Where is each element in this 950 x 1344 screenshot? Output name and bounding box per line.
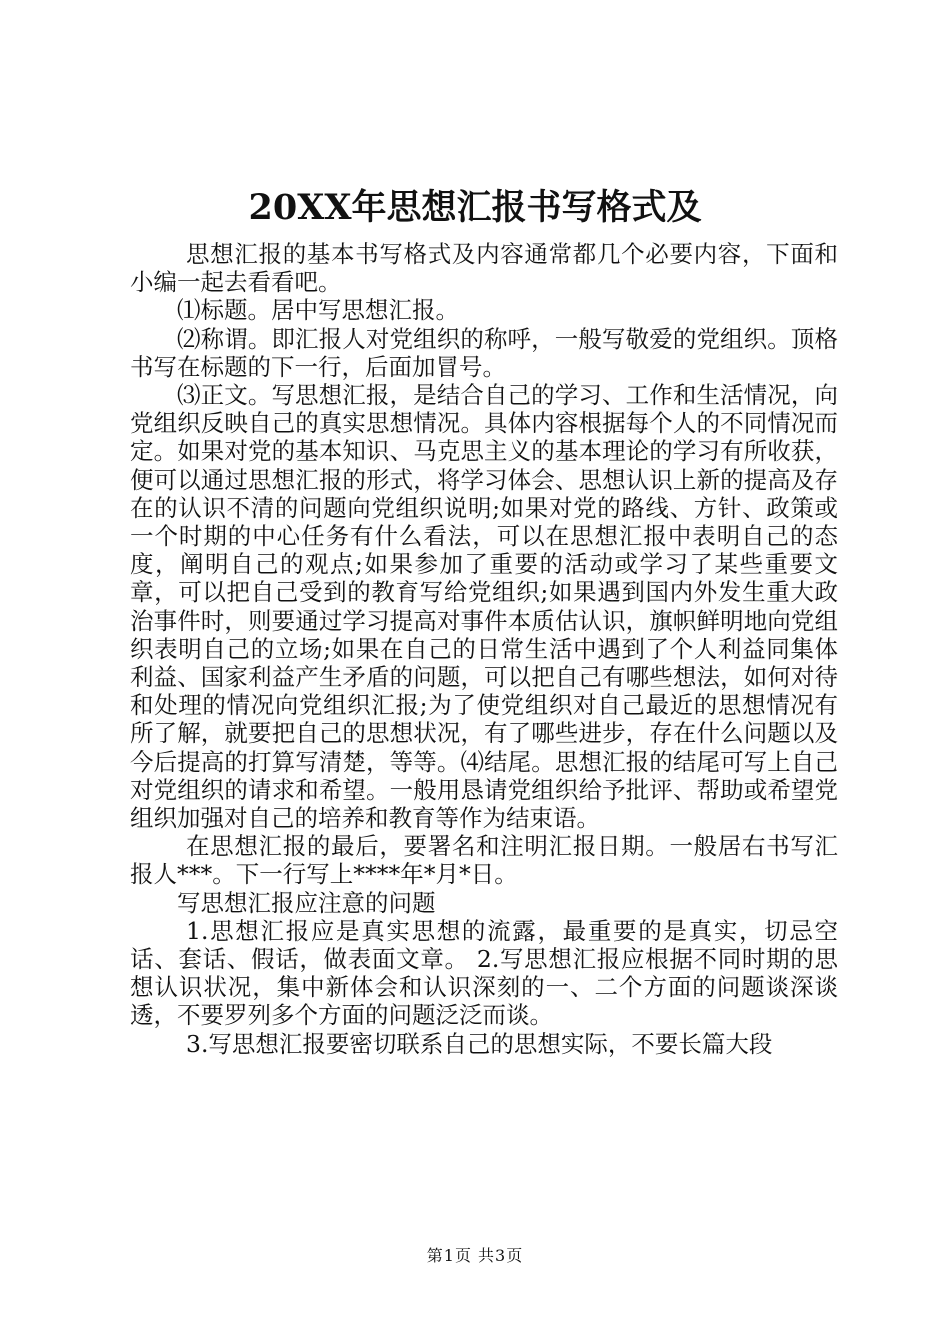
paragraph-note-1-2: 1.思想汇报应是真实思想的流露，最重要的是真实，切忌空话、套话、假话，做表面文章。 2.写思想汇报应根据不同时期的思想认识状况，集中新体会和认识深刻的一、二个方面的问题谈深谈透，不要罗列多个方面的问题泛泛而谈。 bbox=[130, 916, 838, 1030]
document-body bbox=[130, 240, 838, 1058]
paragraph-notes-heading: 写思想汇报应注意的问题 bbox=[177, 888, 436, 917]
paragraph-intro: 思想汇报的基本书写格式及内容通常都几个必要内容，下面和小编一起去看看吧。 bbox=[130, 240, 838, 297]
paragraph-salutation-rule: ⑵称谓。即汇报人对党组织的称呼，一般写敬爱的党组织。顶格书写在标题的下一行，后面加冒号。 bbox=[130, 324, 838, 381]
paragraph-title-rule: ⑴标题。居中写思想汇报。 bbox=[177, 296, 459, 325]
page-footer: 第1页 共3页 bbox=[426, 1246, 524, 1265]
paragraph-note-3: 3.写思想汇报要密切联系自己的思想实际，不要长篇大段 bbox=[186, 1029, 773, 1058]
paragraph-signature-rule: 在思想汇报的最后，要署名和注明汇报日期。一般居右书写汇报人***。下一行写上****年*月*日。 bbox=[130, 832, 838, 889]
paragraph-body-rule: ⑶正文。写思想汇报，是结合自己的学习、工作和生活情况，向党组织反映自己的真实思想情况。具体内容根据每个人的不同情况而定。如果对党的基本知识、马克思主义的基本理论的学习有所收获，便可以通过思想汇报的形式，将学习体会、思想认识上新的提高及存在的认识不清的问题向党组织说明;如果对党的路线、方针、政策或一个时期的中心任务有什么看法，可以在思想汇报中表明自己的态度，阐明自己的观点;如果参加了重要的活动或学习了某些重要文章，可以把自己受到的教育写给党组织;如果遇到国内外发生重大政治事件时，则要通过学习提高对事件本质估认识，旗帜鲜明地向党组织表明自己的立场;如果在自己的日常生活中遇到了个人利益同集体利益、国家利益产生矛盾的问题，可以把自己有哪些想法，如何对待和处理的情况向党组织汇报;为了使党组织对自己最近的思想情况有所了解，就要把自己的思想状况，有了哪些进步，存在什么问题以及今后提高的打算写清楚，等等。⑷结尾。思想汇报的结尾可写上自己对党组织的请求和希望。一般用恳请党组织给予批评、帮助或希望党组织加强对自己的培养和教育等作为结束语。 bbox=[130, 381, 838, 833]
document-title: 20XX年思想汇报书写格式及 bbox=[248, 187, 702, 228]
